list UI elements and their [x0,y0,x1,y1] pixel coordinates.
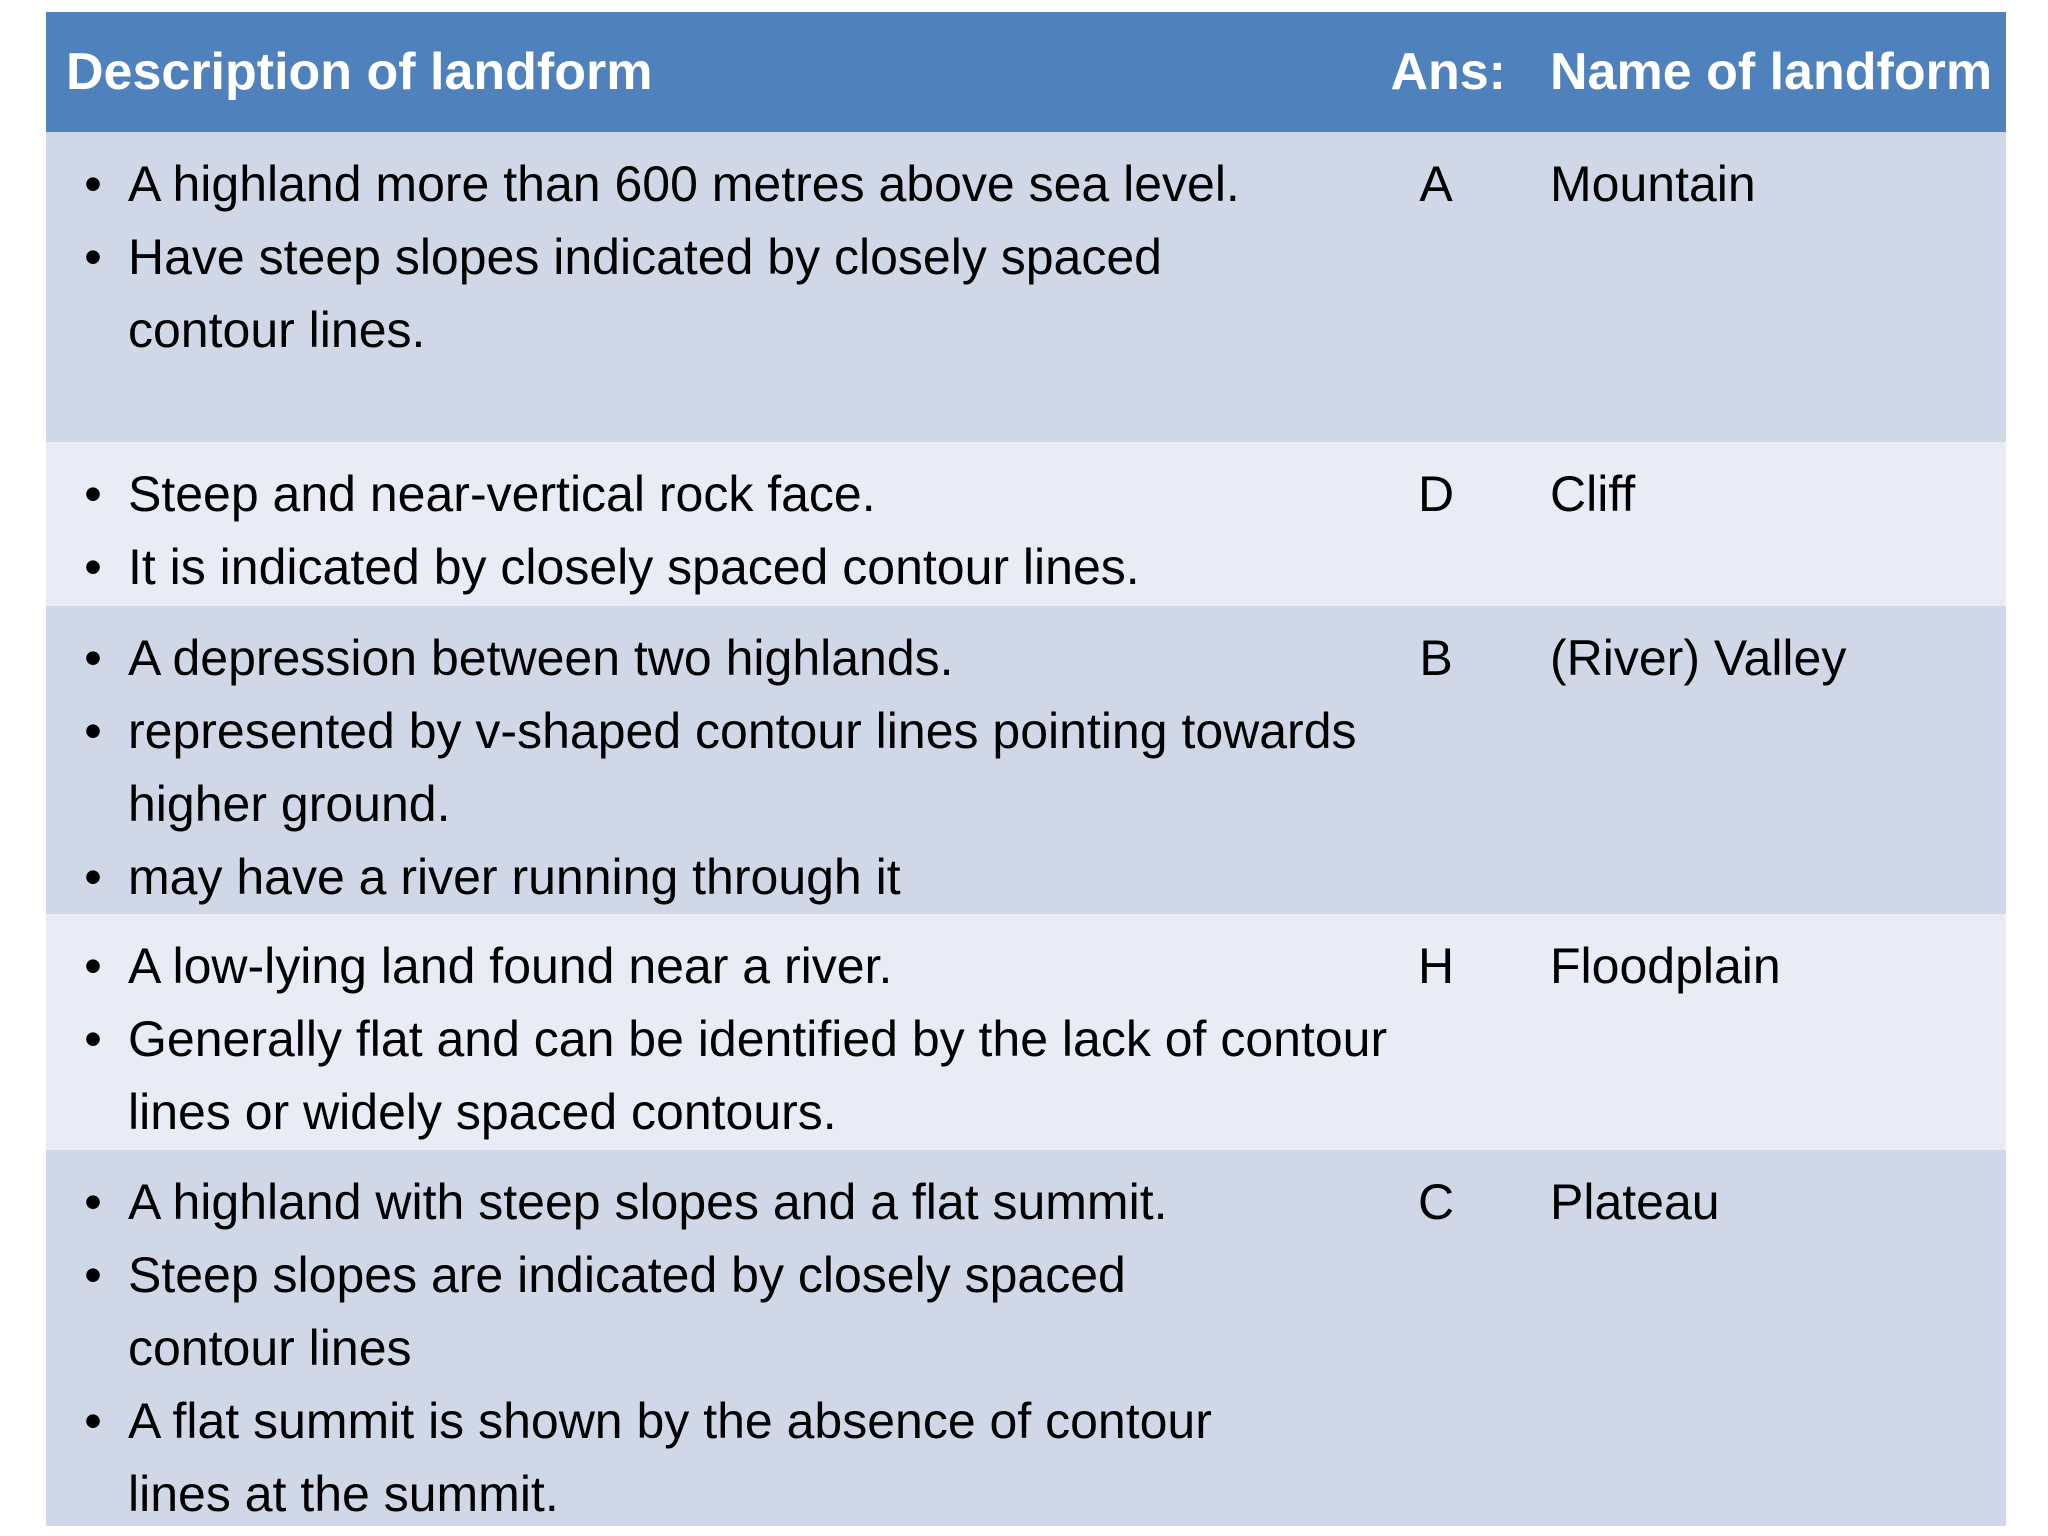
bullet-item: • Have steep slopes indicated by closely spaced contour lines. [66,221,1328,367]
row-name: Floodplain [1550,938,1781,994]
bullet-icon: • [84,539,102,595]
header-name: Name of landform [1550,43,1993,101]
bullet-item: • A flat summit is shown by the absence of contour lines at the summit. [66,1385,1238,1531]
row-answer: D [1417,466,1455,522]
row-description [46,622,1357,914]
bullet-icon: • [84,229,102,285]
bullet-item: • may have a river running through it [66,841,1346,914]
bullet-item: • Steep and near-vertical rock face. [66,458,1346,531]
bullet-item: • A low-lying land found near a river. [66,930,1346,1003]
row-answer: B [1419,630,1453,686]
bullet-icon: • [84,156,102,212]
row-description [46,1166,1346,1531]
row-name: (River) Valley [1550,630,1847,686]
row-answer: H [1417,938,1455,994]
row-name: Plateau [1550,1174,1720,1230]
bullet-icon: • [84,1393,102,1449]
row-answer: A [1419,156,1453,212]
bullet-icon: • [84,1011,102,1067]
bullet-icon: • [84,849,102,905]
row-description [46,458,1346,604]
row-name: Mountain [1550,156,1756,212]
header-description: Description of landform [66,43,653,101]
bullet-icon: • [84,938,102,994]
bullet-item: • Steep slopes are indicated by closely spaced contour lines [66,1239,1288,1385]
table-row [46,132,2006,442]
bullet-icon: • [84,630,102,686]
bullet-item: • Generally flat and can be identified by the lack of contour lines or widely spaced contours. [66,1003,1388,1149]
row-answer: C [1417,1174,1455,1230]
table-header [46,12,2006,132]
bullet-item: • represented by v-shaped contour lines pointing towards higher ground. [66,695,1368,841]
table-row [46,1150,2006,1526]
table-row [46,914,2006,1150]
bullet-icon: • [84,703,102,759]
row-description [46,148,1346,367]
row-description [46,930,1388,1149]
bullet-icon: • [84,466,102,522]
table-row [46,442,2006,606]
bullet-item: • It is indicated by closely spaced contour lines. [66,531,1346,604]
table-row [46,606,2006,914]
row-name: Cliff [1550,466,1636,522]
bullet-item: • A highland more than 600 metres above sea level. [66,148,1298,221]
header-answer: Ans: [1390,43,1506,101]
bullet-item: • A highland with steep slopes and a flat summit. [66,1166,1346,1239]
bullet-item: • A depression between two highlands. [66,622,1346,695]
bullet-icon: • [84,1174,102,1230]
bullet-icon: • [84,1247,102,1303]
landform-table [46,12,2006,1526]
